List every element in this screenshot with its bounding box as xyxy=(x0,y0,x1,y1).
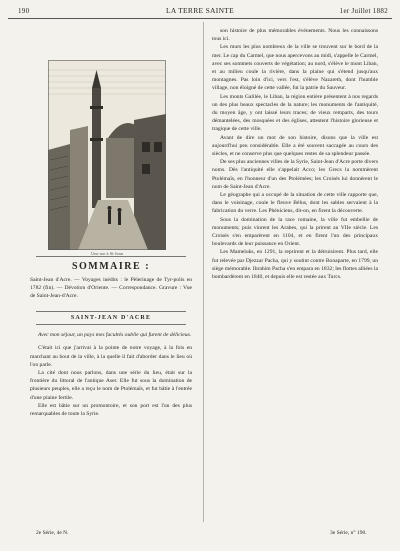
section-rule xyxy=(36,256,186,257)
article-paragraph: C'était ici que j'arrivai à la pointe de notre voyage, à la fois en marchant au bout de la ville, à la quelle il fait d'aborder dans le lieu où l'on parle. xyxy=(30,345,192,368)
article-paragraph: Les Mameluks, en 1291, la reprirent et la détruisirent. Plus tard, elle fut relevée par Djezzar Pacha, qui y soutint contre Bonaparte, en 1799, un siège mémorable. Ibrahim Pacha s'en empara en 1832; les flottes alliées la bombardèrent en 1840, et depuis elle est restée aux Turcs. xyxy=(212,249,378,281)
footer-right: 3e Série, n° 190. xyxy=(330,530,367,536)
article-lead: Avec mon séjour, un pays mes facultés oublie qui furent de délicieux. xyxy=(38,331,192,338)
article-paragraph: Le géographe qui a occupé de la situation de cette ville rapporte que, dans le voisinage, coule le fleuve Bélus, dont les sables servaient à la fabrication du verre. Les Phéniciens, dit-on, en firent la découverte. xyxy=(212,192,378,215)
sommaire-heading: SOMMAIRE : xyxy=(71,261,151,272)
header-date: 1er Juillet 1882 xyxy=(339,7,388,15)
illustration-caption: Une rue à St-Jean xyxy=(91,251,123,256)
article-paragraph: Elle est bâtie sur un promontoire, et son port est l'un des plus remarquables de toute la Syrie. xyxy=(30,402,192,418)
article-paragraph: La cité dont nous parlons, dans une série du lieu, était sur la frontière du littoral de l'antique Aser. Elle fut sous la domination de plusieurs peuples, elle a reçu le nom de Ptolémaïs, et fut bâtie à l'entrée d'une plaine fertile. xyxy=(30,370,192,401)
article-paragraph: Sous la domination de la race romaine, la ville fut embellie de monuments; puis vinrent les Arabes, qui la prirent au VIIe siècle. Les Croisés s'en emparèrent en 1104, et en firent l'un des principaux boulevards de leur puissance en Orient. xyxy=(212,216,378,248)
running-header xyxy=(8,4,392,19)
article-title: SAINT-JEAN D'ACRE xyxy=(36,311,186,325)
header-title: LA TERRE SAINTE xyxy=(165,6,235,15)
article-paragraph: Les monts Galilée, le Liban, la région entière présentent à nos regards un des plus beaux spectacles de la nature; les monuments de l'antiquité, du moyen âge, y ont laissé leurs traces; de vieux remparts, des tours démantelées, des mosquées et des églises, attestent l'histoire glorieuse et tragique de cette ville. xyxy=(212,93,378,133)
article-paragraph: Les murs les plus nombreux de la ville se trouvent sur le bord de la mer. Le cap du Carmel, que nous apercevons au midi, s'appelle le Carmel, avec ses sommets couverts de végétation; au nord, s'élève le mont Liban, et au milieu coule la rivière, dans la plaine qui s'étend jusqu'aux montagnes. Pas loin d'ici, vers l'est, s'élève Nazareth, dont l'humble village, non éloigné de cette vallée, fut la patrie du Sauveur. xyxy=(212,44,378,92)
engraving-illustration xyxy=(48,60,166,256)
left-column xyxy=(30,60,192,418)
article-paragraph: De ses plus anciennes villes de la Syrie, Saint-Jean d'Acre porte divers noms. Dès l'antiquité elle s'appelait Acco; les Grecs la nommèrent Ptolémaïs, en l'honneur d'un des Ptolémées; les Croisés lui donnèrent le nom de Saint-Jean d'Acre. xyxy=(212,159,378,190)
column-divider xyxy=(203,22,204,522)
sommaire-text: Saint-Jean d'Acre. — Voyages inédits : le Pèlerinage de Tyr-polis en 1782 (fin). — Dévotion d'Oriente. — Correspondance. Gravure : Vue de Saint-Jean-d'Acre. xyxy=(30,277,192,300)
street-engraving xyxy=(48,60,166,250)
right-column xyxy=(212,27,378,281)
article-paragraph: Avant de dire un mot de son histoire, disons que la ville est aujourd'hui peu considérable. Elle a été souvent saccagée au cours des siècles, et ne conserve plus que quelques restes de sa splendeur passée. xyxy=(212,134,378,158)
article-paragraph: son histoire de plus mémorables événements. Nous les connaissons tous ici. xyxy=(212,28,378,43)
footer-left: 2e Série, 4e N. xyxy=(36,530,69,536)
header-page-number: 190 xyxy=(18,7,30,15)
